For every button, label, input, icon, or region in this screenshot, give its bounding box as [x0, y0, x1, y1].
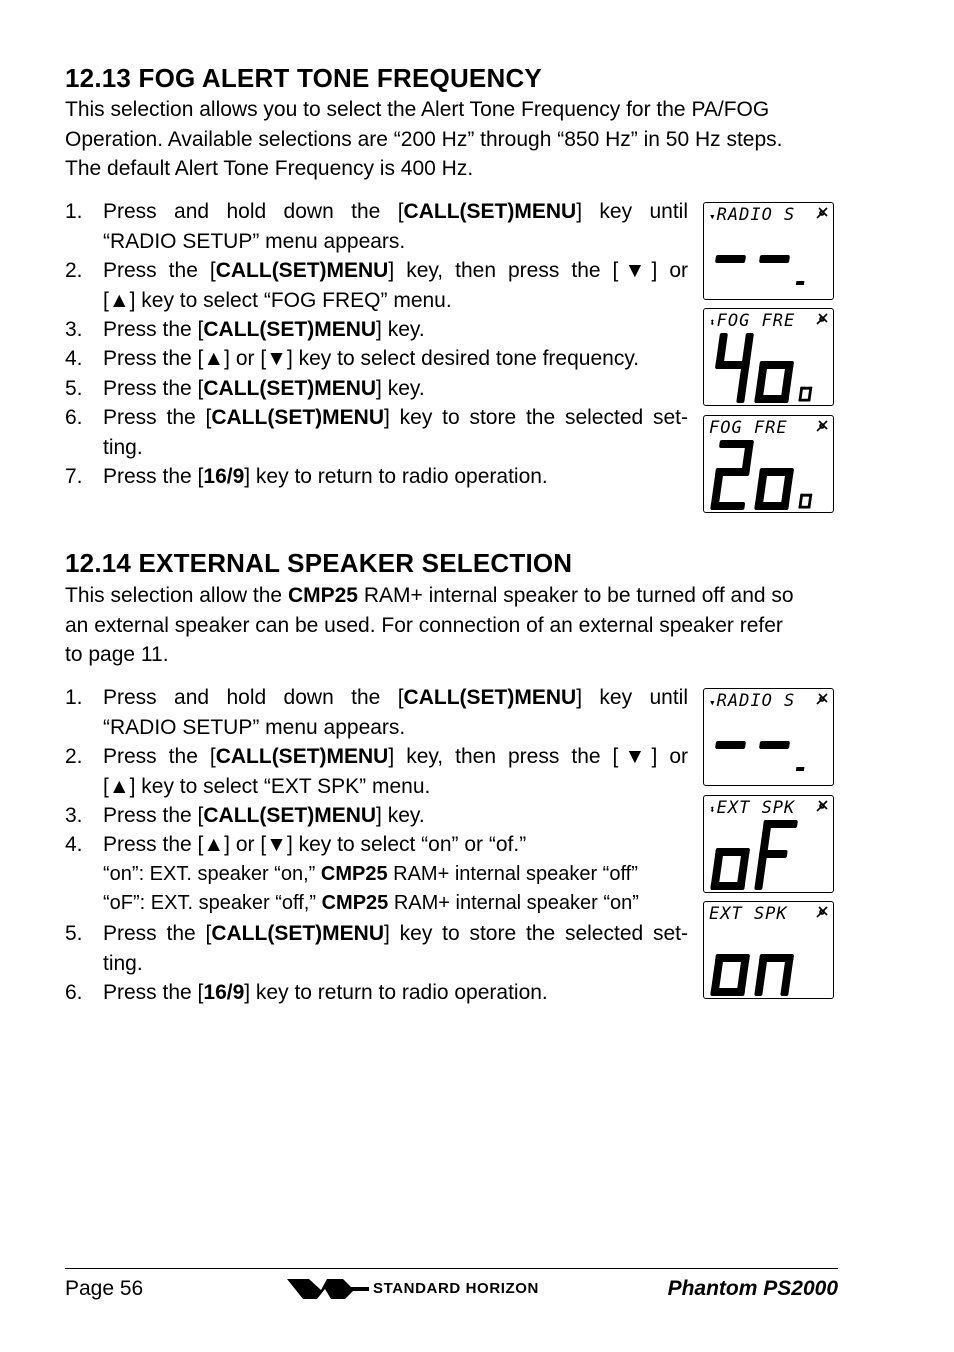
section-heading-ext-speaker: 12.14 EXTERNAL SPEAKER SELECTION	[65, 548, 573, 578]
key-name: CALL(SET)MENU	[203, 377, 377, 400]
lcd-display	[703, 202, 834, 300]
step-number: 6.	[65, 981, 83, 1004]
step-fragment: Press the [	[103, 922, 212, 945]
step-fragment: ] key to store the selected set-	[384, 406, 688, 429]
step-line-continued: [▲] key to select “EXT SPK” menu.	[103, 774, 431, 798]
lcd-top-text	[709, 311, 795, 331]
intro-line: an external speaker can be used. For connection of an external speaker refer	[65, 613, 783, 637]
lcd-menu-label: FOG FRE	[716, 311, 796, 331]
key-name: CALL(SET)MENU	[215, 259, 389, 282]
note-text: RAM+ internal speaker “off”	[387, 863, 638, 885]
lcd-display	[703, 308, 834, 406]
lcd-segment	[710, 988, 745, 996]
step-line-continued: ting.	[103, 435, 143, 459]
note-off	[103, 889, 639, 919]
step-fragment: Press the [	[103, 406, 212, 429]
section-intro-fog	[65, 95, 840, 184]
lcd-digits	[710, 333, 830, 403]
step-line	[103, 315, 688, 345]
step-line-continued: ting.	[103, 951, 143, 975]
lcd-segment	[759, 741, 790, 749]
brand-logo	[287, 1277, 617, 1301]
step-fragment: ] key to return to radio operation.	[244, 465, 548, 488]
page-number: Page 56	[65, 1277, 144, 1300]
step-number: 4.	[65, 833, 83, 856]
lcd-display	[703, 901, 834, 999]
lcd-segment	[710, 502, 745, 510]
step-number: 5.	[65, 922, 83, 945]
lcd-segment	[798, 399, 810, 402]
step-text	[103, 462, 688, 492]
lcd-segment	[763, 820, 798, 828]
step-fragment: ] key until	[576, 686, 688, 709]
step-fragment: ] key.	[376, 318, 425, 341]
lcd-segment	[796, 767, 805, 771]
note-text: RAM+ internal speaker “on”	[388, 892, 639, 914]
step-line	[103, 344, 688, 374]
step-line	[103, 683, 688, 713]
footer-divider	[65, 1268, 838, 1269]
step-fragment: ] key to store the selected set-	[384, 922, 688, 945]
lcd-segment	[715, 741, 746, 749]
signal-icon	[815, 692, 829, 706]
lcd-digits	[710, 926, 830, 996]
key-name: CALL(SET)MENU	[403, 686, 577, 709]
step-fragment: Press and hold down the [	[103, 686, 404, 709]
step-text	[103, 978, 688, 1008]
key-name: CALL(SET)MENU	[203, 318, 377, 341]
model-footer: Phantom PS2000	[667, 1277, 838, 1300]
step-line-continued: “RADIO SETUP” menu appears.	[103, 715, 406, 739]
step-text	[103, 315, 688, 345]
intro-line	[65, 581, 840, 611]
step-text	[103, 919, 688, 978]
key-name: CALL(SET)MENU	[403, 200, 577, 223]
lcd-top-text	[709, 691, 795, 711]
lcd-display	[703, 688, 834, 786]
step-number: 1.	[65, 686, 83, 709]
step-line	[103, 403, 688, 433]
step-line	[103, 978, 688, 1008]
intro-line: to page 11.	[65, 643, 169, 666]
step-number: 1.	[65, 200, 83, 223]
step-number: 5.	[65, 377, 83, 400]
lcd-top-text	[709, 904, 788, 924]
lcd-display	[703, 795, 834, 893]
key-name: CALL(SET)MENU	[215, 745, 389, 768]
lcd-top-text	[709, 798, 795, 818]
step-text	[103, 742, 688, 801]
step-fragment: Press the [	[103, 259, 216, 282]
intro-line: This selection allows you to select the Alert Tone Frequency for the PA/FOG	[65, 98, 770, 121]
lcd-segment	[759, 255, 790, 263]
step-line	[103, 742, 688, 772]
step-text	[103, 197, 688, 256]
model-name: CMP25	[320, 863, 388, 885]
key-name: CALL(SET)MENU	[211, 406, 384, 429]
key-name: 16/9	[203, 981, 245, 1004]
step-fragment: Press the [	[103, 377, 204, 400]
step-fragment: ] key.	[376, 377, 425, 400]
lcd-top-text	[709, 205, 795, 225]
key-name: 16/9	[203, 465, 245, 488]
lcd-segment	[798, 506, 810, 509]
step-number: 2.	[65, 745, 83, 768]
step-fragment: Press the [	[103, 981, 204, 1004]
intro-line: The default Alert Tone Frequency is 400 Hz.	[65, 157, 474, 180]
step-fragment: Press the [	[103, 804, 204, 827]
step-text	[103, 830, 688, 860]
lcd-menu-label: EXT SPK	[716, 798, 796, 818]
signal-icon	[815, 312, 829, 326]
signal-icon	[815, 799, 829, 813]
step-fragment: Press the [▲] or [▼] key to select desired tone frequency.	[103, 347, 640, 370]
step-text	[103, 256, 688, 315]
step-fragment: Press the [▲] or [▼] key to select “on” or “of.”	[103, 833, 527, 856]
section-heading-fog-alert: 12.13 FOG ALERT TONE FREQUENCY	[65, 63, 542, 93]
key-name: CALL(SET)MENU	[211, 922, 384, 945]
step-number: 2.	[65, 259, 83, 282]
step-line	[103, 919, 688, 949]
signal-icon	[815, 419, 829, 433]
intro-text: RAM+ internal speaker to be turned off and so	[357, 584, 794, 607]
lcd-segment	[754, 502, 789, 510]
lcd-segment	[754, 395, 789, 403]
step-line	[103, 197, 688, 227]
step-fragment: Press and hold down the [	[103, 200, 404, 223]
step-fragment: Press the [	[103, 745, 216, 768]
step-fragment: ] key, then press the [▼] or	[388, 259, 688, 282]
lcd-arrow-icon: ⬍	[709, 316, 717, 329]
section-intro-speaker	[65, 581, 840, 670]
step-text	[103, 801, 688, 831]
lcd-arrow-icon: ▾	[709, 210, 717, 223]
lcd-digits	[710, 440, 830, 510]
lcd-segment	[710, 882, 745, 890]
step-fragment: Press the [	[103, 318, 204, 341]
step-fragment: Press the [	[103, 465, 204, 488]
lcd-segment	[796, 281, 805, 285]
model-name: CMP25	[287, 584, 358, 607]
step-fragment: ] key until	[576, 200, 688, 223]
step-line	[103, 256, 688, 286]
step-line	[103, 374, 688, 404]
model-name: CMP25	[321, 892, 389, 914]
lcd-arrow-icon: ⬍	[709, 803, 717, 816]
lcd-arrow-icon: ▾	[709, 696, 717, 709]
lcd-menu-label: RADIO S	[716, 691, 796, 711]
brand-wave-icon	[287, 1277, 369, 1301]
lcd-menu-label: RADIO S	[716, 205, 796, 225]
step-line	[103, 830, 688, 860]
step-number: 6.	[65, 406, 83, 429]
lcd-display	[703, 415, 834, 513]
note-on	[103, 860, 638, 890]
lcd-segment	[759, 850, 788, 858]
step-number: 3.	[65, 804, 83, 827]
lcd-digits	[710, 713, 830, 783]
step-text	[103, 374, 688, 404]
intro-line: Operation. Available selections are “200 Hz” through “850 Hz” in 50 Hz steps.	[65, 127, 783, 151]
step-fragment: ] key to return to radio operation.	[244, 981, 548, 1004]
step-text	[103, 344, 688, 374]
lcd-digits	[710, 820, 830, 890]
brand-name: STANDARD HORIZON	[373, 1280, 539, 1297]
step-fragment: ] key.	[376, 804, 425, 827]
signal-icon	[815, 206, 829, 220]
step-line-continued: “RADIO SETUP” menu appears.	[103, 229, 406, 253]
step-fragment: ] key, then press the [▼] or	[388, 745, 688, 768]
step-number: 3.	[65, 318, 83, 341]
lcd-menu-label: FOG FRE	[709, 418, 788, 438]
lcd-top-text	[709, 418, 788, 438]
intro-text: This selection allow the	[65, 584, 288, 607]
key-name: CALL(SET)MENU	[203, 804, 377, 827]
step-number: 4.	[65, 347, 83, 370]
signal-icon	[815, 905, 829, 919]
note-text: “on”: EXT. speaker “on,”	[103, 863, 321, 885]
step-line	[103, 801, 688, 831]
step-text	[103, 683, 688, 742]
note-text: “oF”: EXT. speaker “off,”	[103, 892, 322, 914]
step-text	[103, 403, 688, 462]
lcd-segment	[715, 255, 746, 263]
step-line-continued: [▲] key to select “FOG FREQ” menu.	[103, 288, 452, 312]
step-number: 7.	[65, 465, 83, 488]
lcd-menu-label: EXT SPK	[709, 904, 788, 924]
step-line	[103, 462, 688, 492]
lcd-digits	[710, 227, 830, 297]
